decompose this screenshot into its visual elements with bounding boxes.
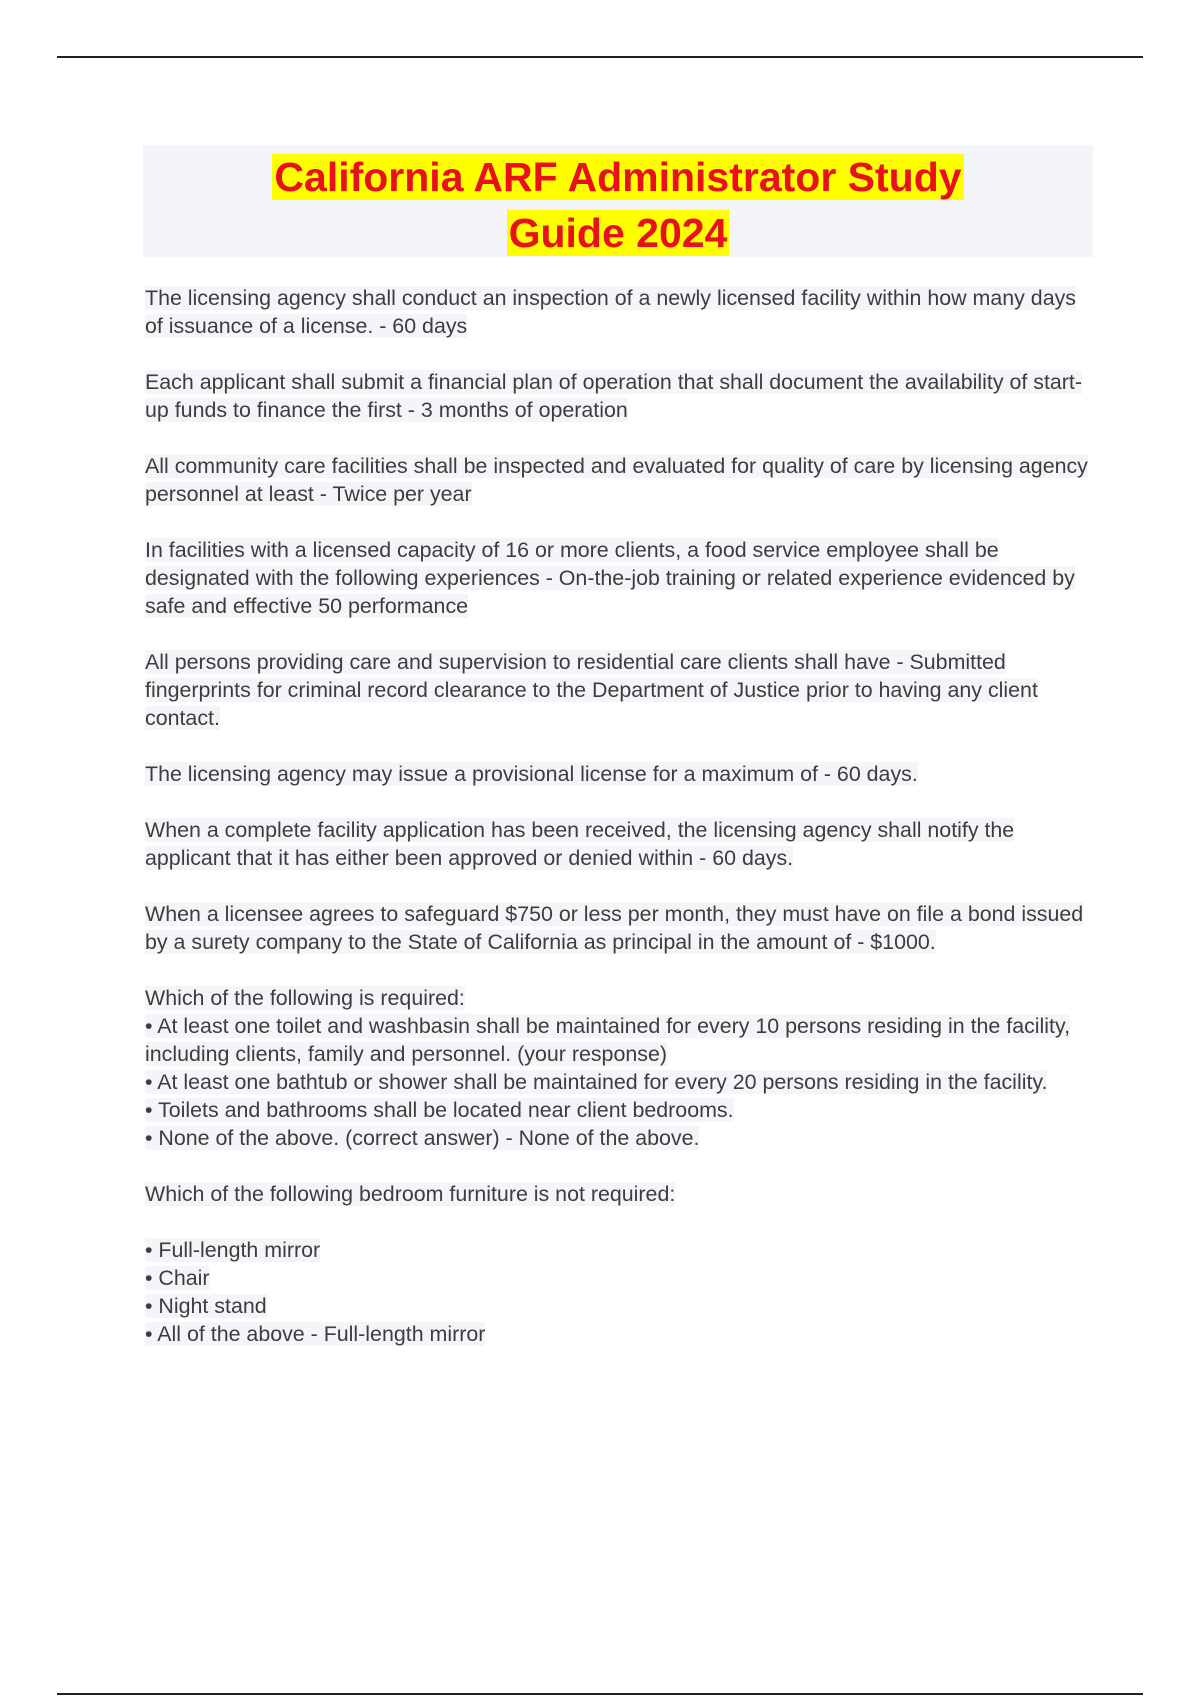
bottom-rule bbox=[57, 1693, 1143, 1695]
question-required bbox=[145, 984, 1090, 1152]
qa-text: When a complete facility application has been received, the licensing agency shall notify the applicant that it has either been approved or denied within - 60 days. bbox=[145, 818, 1015, 870]
qa-text: All persons providing care and supervision to residential care clients shall have - Submitted fingerprints for criminal record clearance to the Department of Justice prior to having any client contact. bbox=[145, 650, 1038, 730]
qa-item bbox=[145, 368, 1090, 424]
qa-item bbox=[145, 760, 1090, 788]
question-stem-text: Which of the following is required: bbox=[145, 986, 465, 1010]
qa-item bbox=[145, 452, 1090, 508]
qa-text: All community care facilities shall be inspected and evaluated for quality of care by licensing agency personnel at least - Twice per year bbox=[145, 454, 1088, 506]
question-stem-text: Which of the following bedroom furniture is not required: bbox=[145, 1182, 676, 1206]
document-body bbox=[145, 284, 1090, 1376]
option-item bbox=[145, 1236, 1090, 1264]
qa-item bbox=[145, 900, 1090, 956]
title-line-2: Guide 2024 bbox=[508, 210, 728, 256]
question-stem bbox=[145, 1180, 1090, 1208]
qa-text: The licensing agency shall conduct an inspection of a newly licensed facility within how many days of issuance of a license. - 60 days bbox=[145, 286, 1076, 338]
option-text: • Full-length mirror bbox=[145, 1238, 321, 1262]
top-rule bbox=[57, 56, 1143, 58]
option-text: • Night stand bbox=[145, 1294, 267, 1318]
option-item bbox=[145, 1068, 1090, 1096]
qa-text: Each applicant shall submit a financial plan of operation that shall document the availability of start-up funds to finance the first - 3 months of operation bbox=[145, 370, 1082, 422]
option-text: • At least one bathtub or shower shall be maintained for every 20 persons residing in the facility. bbox=[145, 1070, 1048, 1094]
option-item bbox=[145, 1096, 1090, 1124]
qa-item bbox=[145, 648, 1090, 732]
question-furniture bbox=[145, 1180, 1090, 1348]
qa-item bbox=[145, 536, 1090, 620]
document-title bbox=[143, 145, 1093, 261]
title-line-1: California ARF Administrator Study bbox=[274, 154, 962, 200]
blank-line bbox=[145, 1208, 1090, 1236]
qa-item bbox=[145, 284, 1090, 340]
option-text: • All of the above - Full-length mirror bbox=[145, 1322, 486, 1346]
option-item bbox=[145, 1292, 1090, 1320]
option-text: • None of the above. (correct answer) - None of the above. bbox=[145, 1126, 700, 1150]
title-block bbox=[143, 145, 1093, 257]
option-item bbox=[145, 1124, 1090, 1152]
option-text: • Toilets and bathrooms shall be located near client bedrooms. bbox=[145, 1098, 734, 1122]
question-stem bbox=[145, 984, 1090, 1012]
option-item bbox=[145, 1320, 1090, 1348]
option-text: • Chair bbox=[145, 1266, 210, 1290]
option-text: • At least one toilet and washbasin shall be maintained for every 10 persons residing in the facility, including clients, family and personnel. (your response) bbox=[145, 1014, 1071, 1066]
qa-text: In facilities with a licensed capacity of 16 or more clients, a food service employee shall be designated with the following experiences - On-the-job training or related experience evidenced by safe and effective 50 performance bbox=[145, 538, 1075, 618]
qa-text: When a licensee agrees to safeguard $750 or less per month, they must have on file a bond issued by a surety company to the State of California as principal in the amount of - $1000. bbox=[145, 902, 1084, 954]
qa-item bbox=[145, 816, 1090, 872]
qa-text: The licensing agency may issue a provisional license for a maximum of - 60 days. bbox=[145, 762, 918, 786]
option-item bbox=[145, 1264, 1090, 1292]
option-item bbox=[145, 1012, 1090, 1068]
